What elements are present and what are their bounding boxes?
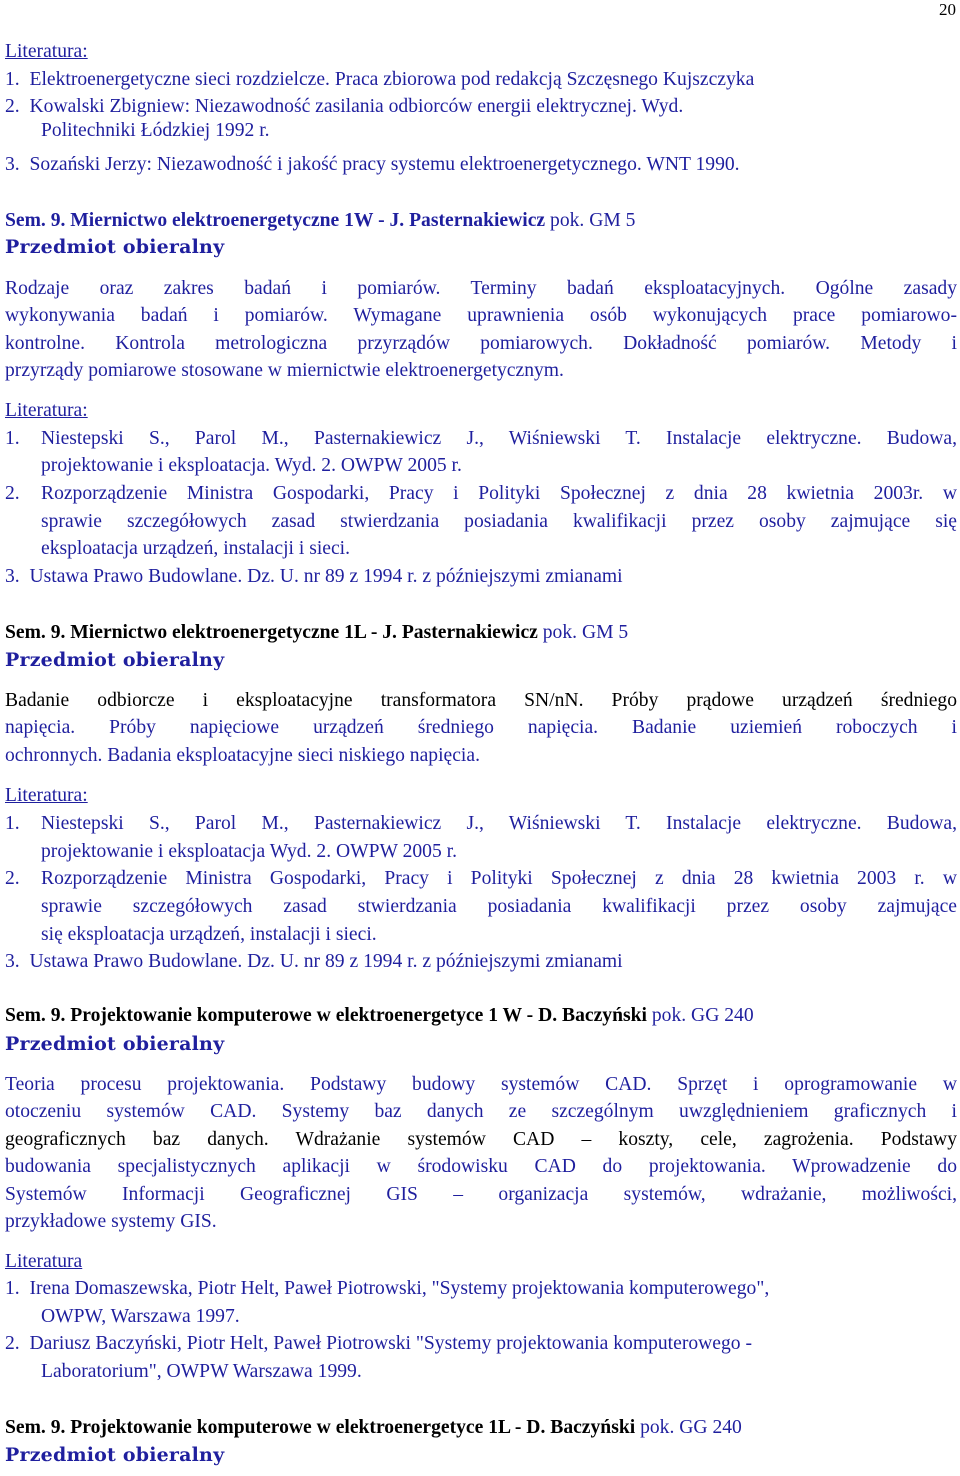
section-room: pok. GM 5 xyxy=(537,622,629,643)
item-number: 3. xyxy=(5,566,20,587)
description-line: przyrządy pomiarowe stosowane w miernictwie elektroenergetycznym. xyxy=(5,360,564,381)
item-number: 1. xyxy=(5,428,20,449)
description-line: budowania specjalistycznych aplikacji w środowisku CAD do projektowania. Wprowadzenie do xyxy=(5,1156,957,1177)
description-line: geograficznych baz danych. Wdrażanie systemów CAD – koszty, cele, zagrożenia. Podstawy xyxy=(5,1129,957,1150)
description-line: Teoria procesu projektowania. Podstawy budowy systemów CAD. Sprzęt i oprogramowanie w xyxy=(5,1074,957,1095)
section-title xyxy=(5,209,957,233)
description-line: ochronnych. Badania eksploatacyjne sieci niskiego napięcia. xyxy=(5,745,480,766)
item-text-continued: się eksploatacja urządzeń, instalacji i sieci. xyxy=(41,924,377,945)
list-item xyxy=(5,95,957,119)
item-number: 2. xyxy=(5,483,20,504)
list-item xyxy=(5,950,957,974)
list-item xyxy=(5,565,957,589)
item-number: 1. xyxy=(5,813,20,834)
item-text: Elektroenergetyczne sieci rozdzielcze. Praca zbiorowa pod redakcją Szczęsnego Kujszczyka xyxy=(29,69,755,90)
item-text-continued: projektowanie i eksploatacja Wyd. 2. OWPW 2005 r. xyxy=(41,841,458,862)
description-line: Rodzaje oraz zakres badań i pomiarów. Terminy badań eksploatacyjnych. Ogólne zasady xyxy=(5,278,957,299)
section-room: pok. GG 240 xyxy=(646,1005,754,1026)
section-title xyxy=(5,1004,957,1028)
item-number: 2. xyxy=(5,1333,20,1354)
page-number: 20 xyxy=(939,0,956,19)
description-line: kontrolne. Kontrola metrologiczna przyrządów pomiarowych. Dokładność pomiarów. Metody i xyxy=(5,333,957,354)
item-number: 3. xyxy=(5,154,20,175)
elective-label: Przedmiot obieralny xyxy=(5,1033,225,1055)
description-line: otoczeniu systemów CAD. Systemy baz danych ze szczególnym uwzględnieniem graficznych i xyxy=(5,1101,957,1122)
item-text: Niestepski S., Parol M., Pasternakiewicz J., Wiśniewski T. Instalacje elektryczne. Budowa, xyxy=(41,428,957,449)
item-text: Irena Domaszewska, Piotr Helt, Paweł Piotrowski, "Systemy projektowania komputerowego", xyxy=(29,1278,770,1299)
item-text-continued: sprawie szczegółowych zasad stwierdzania posiadania kwalifikacji przez osoby zajmujące się xyxy=(41,511,957,532)
list-item xyxy=(5,68,957,92)
elective-label: Przedmiot obieralny xyxy=(5,1444,225,1466)
literature-heading: Literatura: xyxy=(5,400,88,421)
item-text-continued: Politechniki Łódzkiej 1992 r. xyxy=(41,120,270,141)
literature-heading: Literatura: xyxy=(5,785,88,806)
item-text-continued: OWPW, Warszawa 1997. xyxy=(41,1306,240,1327)
section-title-bold: Sem. 9. Projektowanie komputerowe w elektroenergetyce 1 W - D. Baczyński xyxy=(5,1005,647,1026)
literature-heading: Literatura xyxy=(5,1251,83,1272)
item-number: 1. xyxy=(5,1278,20,1299)
item-text: Kowalski Zbigniew: Niezawodność zasilania odbiorców energii elektrycznej. Wyd. xyxy=(29,96,684,117)
item-text: Sozański Jerzy: Niezawodność i jakość pracy systemu elektroenergetycznego. WNT 1990. xyxy=(29,154,740,175)
item-text-continued: projektowanie i eksploatacja. Wyd. 2. OWPW 2005 r. xyxy=(41,455,462,476)
section-room: pok. GG 240 xyxy=(635,1417,742,1438)
elective-label: Przedmiot obieralny xyxy=(5,649,225,671)
description-line: Badanie odbiorcze i eksploatacyjne transformatora SN/nN. Próby prądowe urządzeń średniego xyxy=(5,690,957,711)
item-text: Dariusz Baczyński, Piotr Helt, Paweł Piotrowski "Systemy projektowania komputerowego - xyxy=(29,1333,753,1354)
section-room: pok. GM 5 xyxy=(545,210,636,231)
item-text: Ustawa Prawo Budowlane. Dz. U. nr 89 z 1994 r. z późniejszymi zmianami xyxy=(29,951,623,972)
description-line: napięcia. Próby napięciowe urządzeń średniego napięcia. Badanie uziemień roboczych i xyxy=(5,717,957,738)
item-text: Ustawa Prawo Budowlane. Dz. U. nr 89 z 1994 r. z późniejszymi zmianami xyxy=(29,566,623,587)
description-line: przykładowe systemy GIS. xyxy=(5,1211,217,1232)
description-line: Systemów Informacji Geograficznej GIS – organizacja systemów, wdrażanie, możliwości, xyxy=(5,1184,957,1205)
item-number: 3. xyxy=(5,951,20,972)
list-item xyxy=(5,153,957,177)
item-number: 2. xyxy=(5,96,20,117)
item-text-continued: Laboratorium", OWPW Warszawa 1999. xyxy=(41,1361,362,1382)
literature-heading: Literatura: xyxy=(5,41,88,62)
item-text: Niestepski S., Parol M., Pasternakiewicz J., Wiśniewski T. Instalacje elektryczne. Budowa, xyxy=(41,813,957,834)
item-text: Rozporządzenie Ministra Gospodarki, Pracy i Polityki Społecznej z dnia 28 kwietnia 2003r. w xyxy=(41,483,957,504)
section-title-bold: Sem. 9. Projektowanie komputerowe w elektroenergetyce 1L - D. Baczyński xyxy=(5,1417,636,1438)
item-text-continued: eksploatacja urządzeń, instalacji i sieci. xyxy=(41,538,351,559)
section-title xyxy=(5,621,957,645)
list-item xyxy=(5,1277,957,1301)
elective-label: Przedmiot obieralny xyxy=(5,236,225,258)
item-number: 2. xyxy=(5,868,20,889)
item-number: 1. xyxy=(5,69,20,90)
list-item xyxy=(5,1332,957,1356)
description-line: wykonywania badań i pomiarów. Wymagane uprawnienia osób wykonujących prace pomiarowo- xyxy=(5,305,957,326)
section-title-bold: Sem. 9. Miernictwo elektroenergetyczne 1L - J. Pasternakiewicz xyxy=(5,622,538,643)
section-title-bold: Sem. 9. Miernictwo elektroenergetyczne 1W - J. Pasternakiewicz xyxy=(5,210,546,231)
item-text: Rozporządzenie Ministra Gospodarki, Pracy i Polityki Społecznej z dnia 28 kwietnia 2003 r. w xyxy=(41,868,957,889)
item-text-continued: sprawie szczegółowych zasad stwierdzania posiadania kwalifikacji przez osoby zajmujące xyxy=(41,896,957,917)
section-title xyxy=(5,1416,957,1440)
